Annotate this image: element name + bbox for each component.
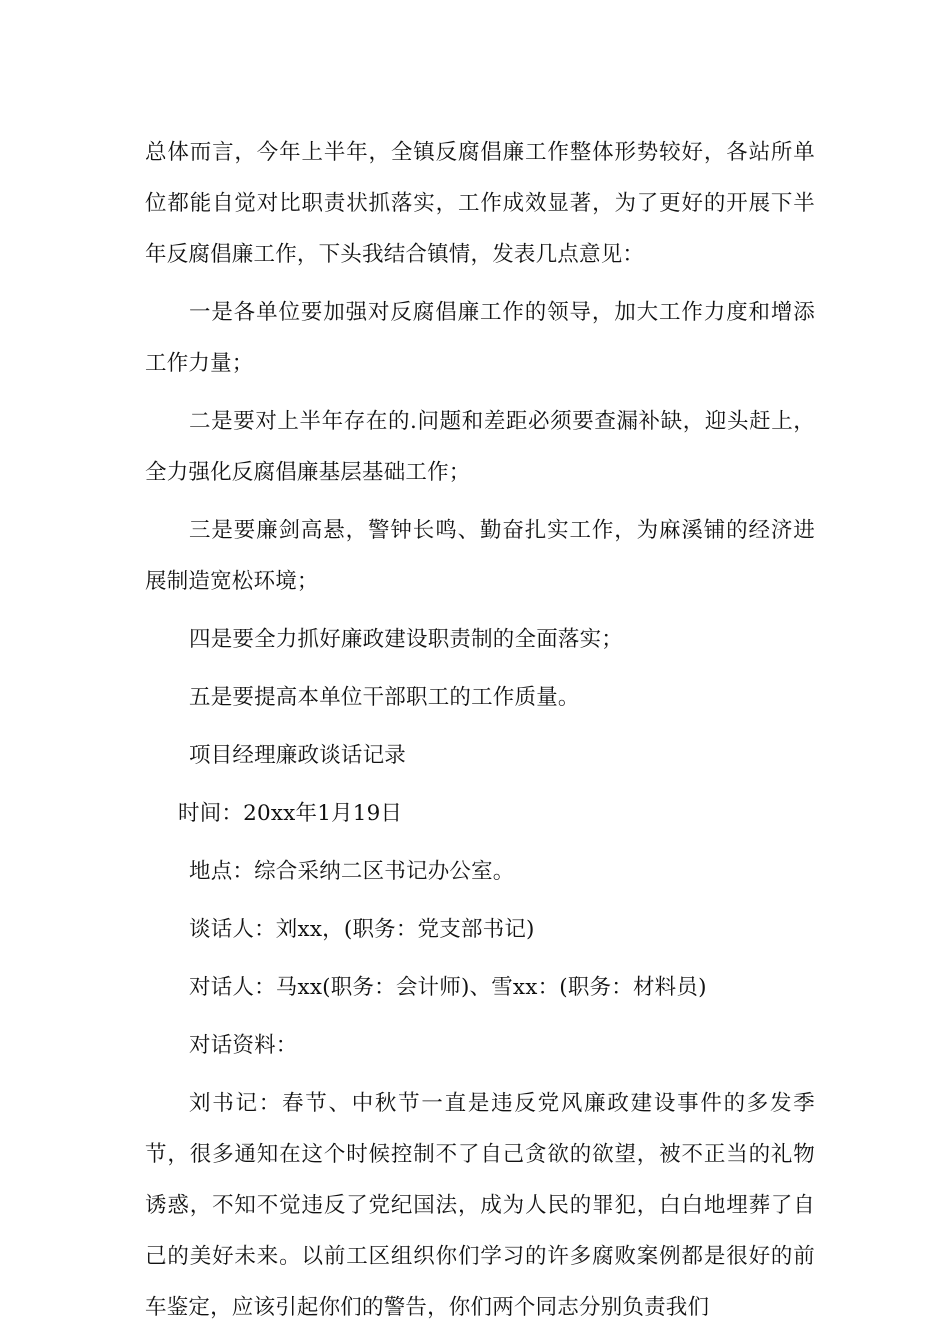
record-location: 地点：综合采纳二区书记办公室。 bbox=[189, 859, 515, 884]
record-title: 项目经理廉政谈话记录 bbox=[189, 743, 407, 768]
paragraph-summary: 总体而言，今年上半年，全镇反腐倡廉工作整体形势较好，各站所单位都能自觉对比职责状抓落实，工作成效显著，为了更好的开展下半年反腐倡廉工作，下头我结合镇情，发表几点意见： bbox=[145, 140, 815, 267]
paragraph-point-three: 三是要廉剑高悬，警钟长鸣、勤奋扎实工作，为麻溪铺的经济进展制造宽松环境； bbox=[145, 518, 815, 594]
record-content-paragraph: 刘书记：春节、中秋节一直是违反党风廉政建设事件的多发季节，很多通知在这个时候控制不了自己贪欲的欲望，被不正当的礼物诱惑，不知不觉违反了党纪国法，成为人民的罪犯，白白地埋葬了自己的美好未来。以前工区组织你们学习的许多腐败案例都是很好的前车鉴定，应该引起你们的警告，你们两个同志分别负责我们 bbox=[145, 1091, 815, 1320]
record-content-label: 对话资料： bbox=[189, 1033, 298, 1058]
paragraph-point-two: 二是要对上半年存在的.问题和差距必须要查漏补缺，迎头赶上，全力强化反腐倡廉基层基础工作； bbox=[145, 409, 815, 485]
paragraph-point-one: 一是各单位要加强对反腐倡廉工作的领导，加大工作力度和增添工作力量； bbox=[145, 300, 815, 376]
record-interviewer: 谈话人：刘xx，(职务：党支部书记) bbox=[189, 917, 535, 942]
document-body bbox=[145, 127, 815, 1340]
paragraph-point-five: 五是要提高本单位干部职工的工作质量。 bbox=[189, 685, 580, 710]
paragraph-point-four: 四是要全力抓好廉政建设职责制的全面落实； bbox=[189, 627, 624, 652]
record-interviewees: 对话人：马xx(职务：会计师)、雪xx：(职务：材料员) bbox=[189, 975, 707, 1000]
record-time: 时间：20xx年1月19日 bbox=[178, 801, 403, 826]
